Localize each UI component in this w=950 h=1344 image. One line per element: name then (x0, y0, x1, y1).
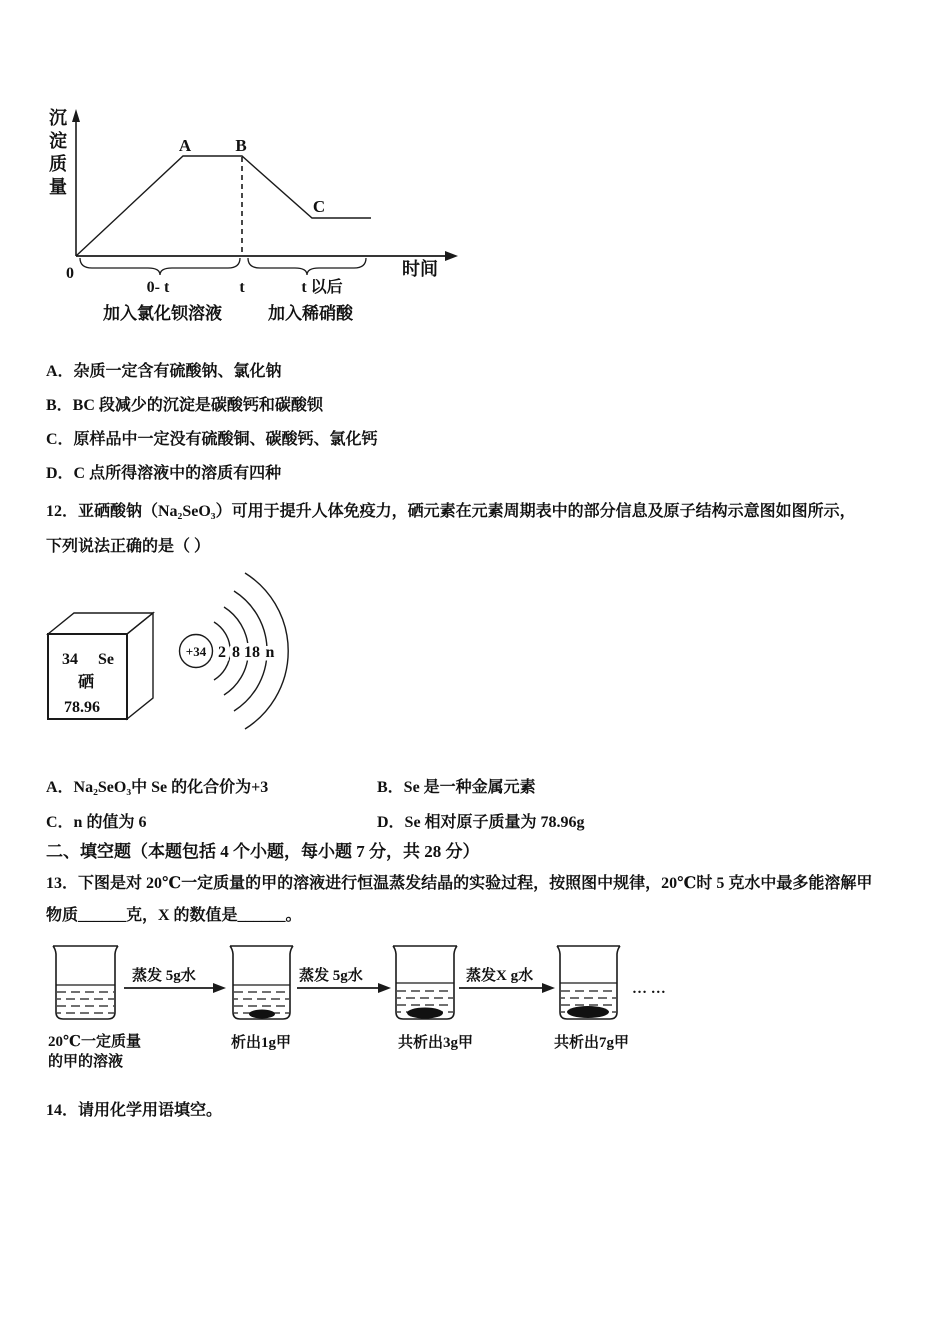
beaker-2-caption: 析出1g甲 (231, 1035, 292, 1051)
q12-option-a: A．Na₂SeO₃中 Se 的化合价为+3 (46, 779, 269, 796)
caption-add-dilute-nitric-acid: 加入稀硝酸 (268, 304, 353, 323)
process-continues-ellipsis: … … (632, 981, 666, 997)
y-axis-arrow-icon (72, 109, 80, 122)
beaker-3-caption: 共析出3g甲 (398, 1035, 474, 1051)
q12-stem-line2: 下列说法正确的是（ ） (46, 538, 211, 555)
cube-right-face (127, 613, 153, 719)
shell-electrons-3: 18 (244, 644, 260, 661)
q13-stem-line2: 物质______克，X 的数值是______。 (46, 907, 302, 924)
q12-option-d: D．Se 相对原子质量为 78.96g (377, 814, 585, 831)
point-label-b: B (235, 136, 247, 155)
q14-stem: 14．请用化学用语填空。 (46, 1102, 223, 1119)
point-label-c: C (312, 197, 326, 216)
section2-header: 二、填空题（本题包括 4 个小题，每小题 7 分，共 28 分） (46, 842, 480, 861)
shell-electrons-4: n (265, 644, 275, 661)
caption-add-barium-chloride: 加入氯化钡溶液 (103, 304, 222, 323)
element-name: 硒 (77, 674, 95, 691)
q11-option-c: C．原样品中一定没有硫酸铜、碳酸钙、氯化钙 (46, 431, 378, 448)
precipitate-time-chart (40, 98, 470, 333)
point-label-a: A (178, 136, 192, 155)
x-axis-arrow-icon (445, 251, 458, 261)
beaker-1 (53, 946, 118, 1019)
x-axis-label: 时间 (402, 259, 438, 279)
brace-first-interval (80, 258, 240, 275)
interval-label-0t: 0- t (146, 279, 170, 296)
q12-option-c: C．n 的值为 6 (46, 814, 147, 831)
chart-y-axis-label: 沉淀质量 (49, 108, 67, 197)
q11-option-b: B．BC 段减少的沉淀是碳酸钙和碳酸钡 (46, 397, 323, 414)
shell-electrons-1: 2 (218, 644, 226, 661)
brace-second-interval (248, 258, 366, 275)
cube-top-face (48, 613, 153, 634)
shell-electrons-2: 8 (232, 644, 240, 661)
evaporation-arrow-2-head-icon (378, 983, 391, 993)
q12-stem-line1: 12．亚硒酸钠（Na₂SeO₃）可用于提升人体免疫力，硒元素在元素周期表中的部分信息及原子结构示意图如图所示， (46, 503, 856, 520)
beaker-1-caption-line2: 的甲的溶液 (48, 1054, 124, 1070)
evaporation-arrow-1-head-icon (213, 983, 226, 993)
selenium-element-diagram (40, 572, 310, 742)
beaker-2 (230, 946, 293, 1019)
evaporation-arrow-1-label: 蒸发 5g水 (132, 968, 196, 984)
beaker-1-liquid-dashes (57, 992, 114, 1013)
evaporation-arrow-3-label: 蒸发X g水 (466, 968, 534, 984)
interval-label-t: t (239, 279, 245, 296)
atomic-mass: 78.96 (64, 699, 100, 716)
element-symbol: Se (98, 651, 114, 668)
q12-option-b: B．Se 是一种金属元素 (377, 779, 536, 796)
evaporation-arrow-2-label: 蒸发 5g水 (299, 968, 363, 984)
beaker-3-sediment (407, 1008, 443, 1019)
evaporation-experiment-diagram (40, 938, 700, 1078)
q11-option-d: D．C 点所得溶液中的溶质有四种 (46, 465, 282, 482)
evaporation-arrow-3-head-icon (542, 983, 555, 993)
beaker-1-caption-line1: 20℃一定质量 (48, 1034, 141, 1050)
origin-label: 0 (66, 265, 74, 282)
nucleus-charge: +34 (185, 644, 207, 659)
interval-label-after-t: t 以后 (301, 279, 343, 296)
beaker-4-caption: 共析出7g甲 (554, 1035, 630, 1051)
beaker-4-sediment (567, 1006, 609, 1018)
precipitate-curve (76, 156, 371, 256)
q13-stem-line1: 13．下图是对 20℃一定质量的甲的溶液进行恒温蒸发结晶的实验过程，按照图中规律，20℃时 5 克水中最多能溶解甲 (46, 875, 873, 892)
atomic-number: 34 (62, 651, 78, 668)
q11-option-a: A．杂质一定含有硫酸钠、氯化钠 (46, 363, 282, 380)
beaker-2-sediment (249, 1010, 275, 1019)
